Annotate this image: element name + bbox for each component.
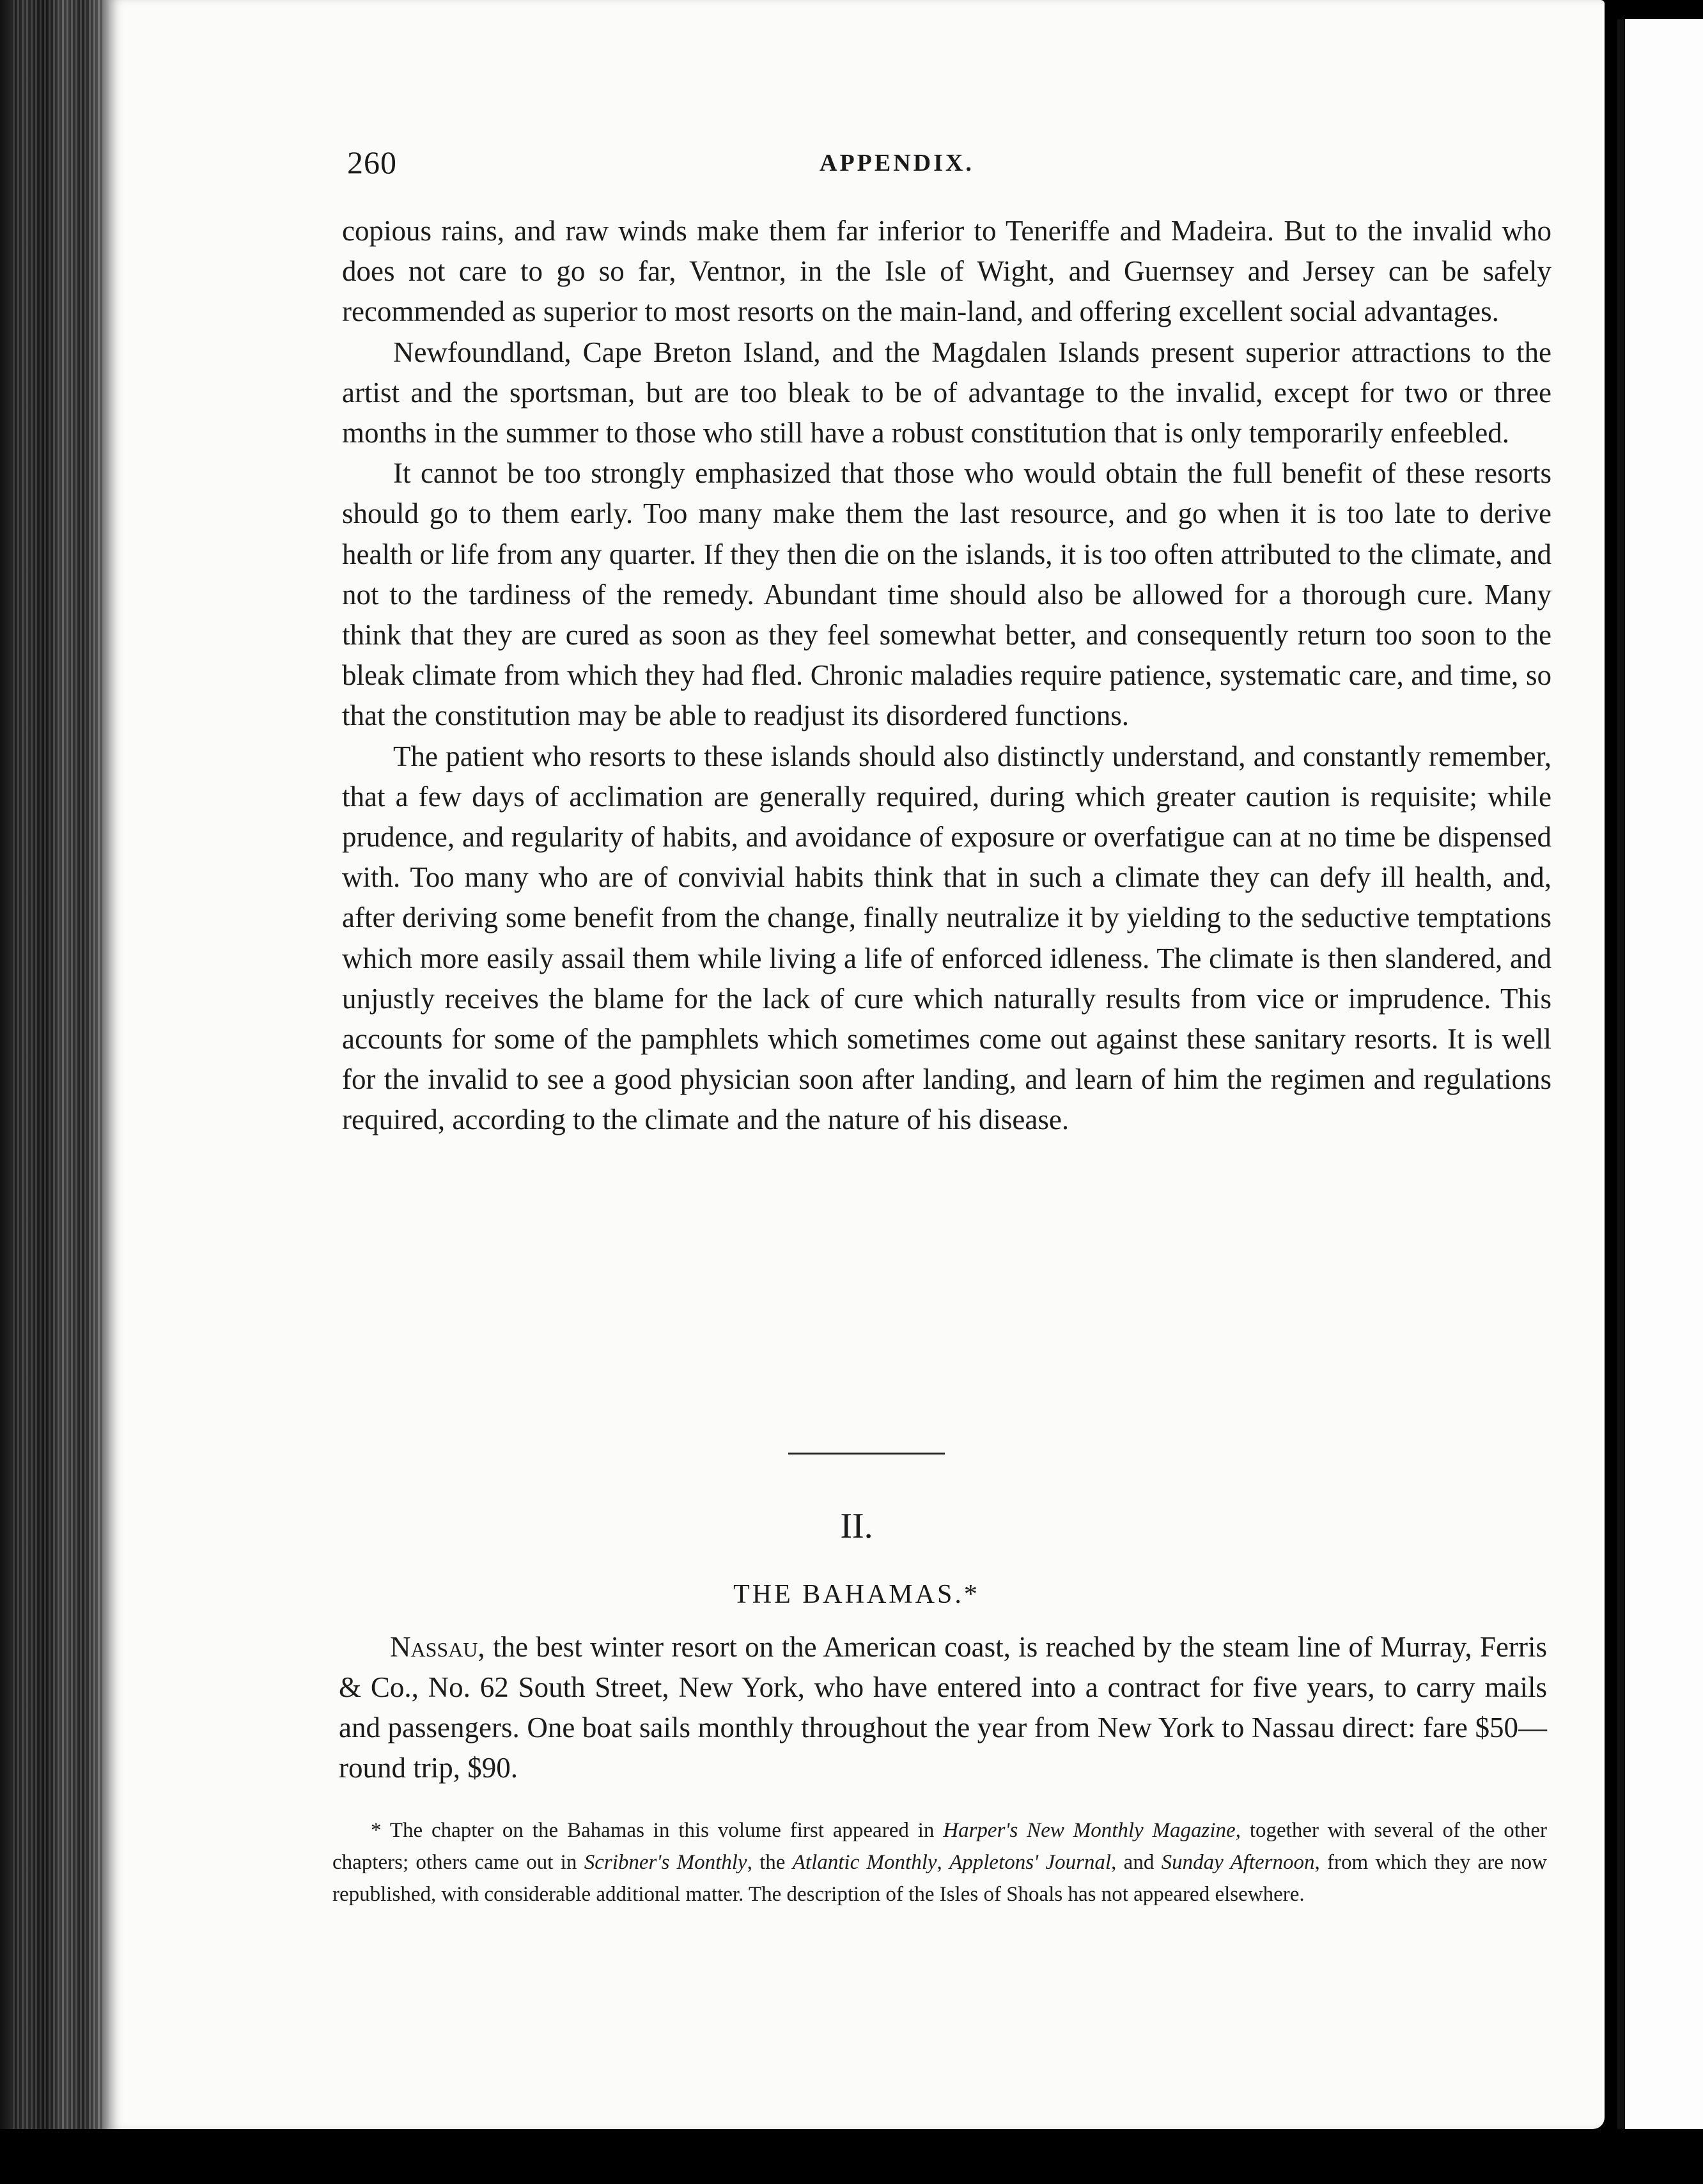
footnote-text-1: The chapter on the Bahamas in this volume first appeared in [389,1819,944,1842]
body-text [342,211,1551,1141]
book-binding-edge [0,0,109,2184]
footnote-paragraph [332,1814,1547,1910]
section-title: THE BAHAMAS.* [733,1580,980,1609]
section-paragraph [339,1627,1547,1788]
paragraph-1: copious rains, and raw winds make them far inferior to Teneriffe and Madeira. But to the invalid who does not care to go so far, Ventnor, in the Isle of Wight, and Guernsey and Jersey can be safely recommended as superior to most resorts on the main-land, and offering excellent social advantages. [342,215,1551,328]
footnote [332,1814,1547,1910]
book-page [109,0,1605,2129]
footnote-text-2: , together with several of the other chapters; others came out in [332,1819,1548,1874]
section-divider-rule [788,1453,945,1455]
footnote-italic-5: Sunday Afternoon [1161,1851,1315,1874]
paragraph-3: It cannot be too strongly emphasized that those who would obtain the full benefit of these resorts should go to them early. Too many make them the last resource, and go when it is too late to derive health or life from any quarter. If they then die on the islands, it is too often attributed to the climate, and not to the tardiness of the remedy. Abundant time should also be allowed for a thorough cure. Many think that they are cured as soon as they feel somewhat better, and consequently return too soon to the bleak climate from which they had fled. Chronic maladies require patience, systematic care, and time, so that the constitution may be able to readjust its disordered functions. [342,457,1551,732]
paragraph-2: Newfoundland, Cape Breton Island, and the Magdalen Islands present superior attractions to the artist and the sportsman, but are too bleak to be of advantage to the invalid, except for two or three months in the summer to those who still have a robust constitution that is only temporarily enfeebled. [342,336,1551,449]
footnote-italic-1: Harper's New Monthly Magazine [943,1819,1236,1842]
section-number: II. [840,1506,873,1546]
footnote-text-3: , the [747,1851,793,1874]
paragraph-4: The patient who resorts to these islands should also distinctly understand, and constantly remember, that a few days of acclimation are generally required, during which greater caution is requisite; while prudence, and regularity of habits, and avoidance of exposure or overfatigue can at no time be dispensed with. Too many who are of convivial habits think that in such a climate they can defy ill health, and, after deriving some benefit from the change, finally neutralize it by yielding to the seductive temptations which more easily assail them while living a life of enforced idleness. The climate is then slandered, and unjustly receives the blame for the lack of cure which naturally results from vice or imprudence. This accounts for some of the pamphlets which sometimes come out against these sanitary resorts. It is well for the invalid to see a good physician soon after landing, and learn of him the regimen and regulations required, according to the climate and the nature of his disease. [342,740,1551,1136]
running-title: APPENDIX. [820,150,974,176]
footnote-italic-2: Scribner's Monthly [584,1851,747,1874]
footnote-italic-3: Atlantic Monthly [792,1851,937,1874]
page-number: 260 [347,144,397,180]
footnote-text-5: , and [1111,1851,1162,1874]
next-page-edge [1617,19,1703,2129]
footnote-italic-4: Appletons' Journal [949,1851,1112,1874]
section-text [339,1627,1547,1788]
section-paragraph-text: the best winter resort on the American coast, is reached by the steam line of Murray, Ferris & Co., No. 62 South Street, New York, who have entered into a contract for five years, to carry mails and passengers. One boat sails monthly throughout the year from New York to Nassau direct: fare $50—round trip, $90. [339,1631,1547,1784]
running-head [109,144,1605,189]
footnote-marker: * [371,1819,390,1842]
lead-word: Nassau, [390,1631,485,1663]
footnote-text-6: , from which they are now republished, with considerable additional matter. The description of the Isles of Shoals has not appeared elsewhere. [332,1851,1547,1906]
scan-bottom-shadow [0,2129,1703,2184]
footnote-text-4: , [937,1851,950,1874]
